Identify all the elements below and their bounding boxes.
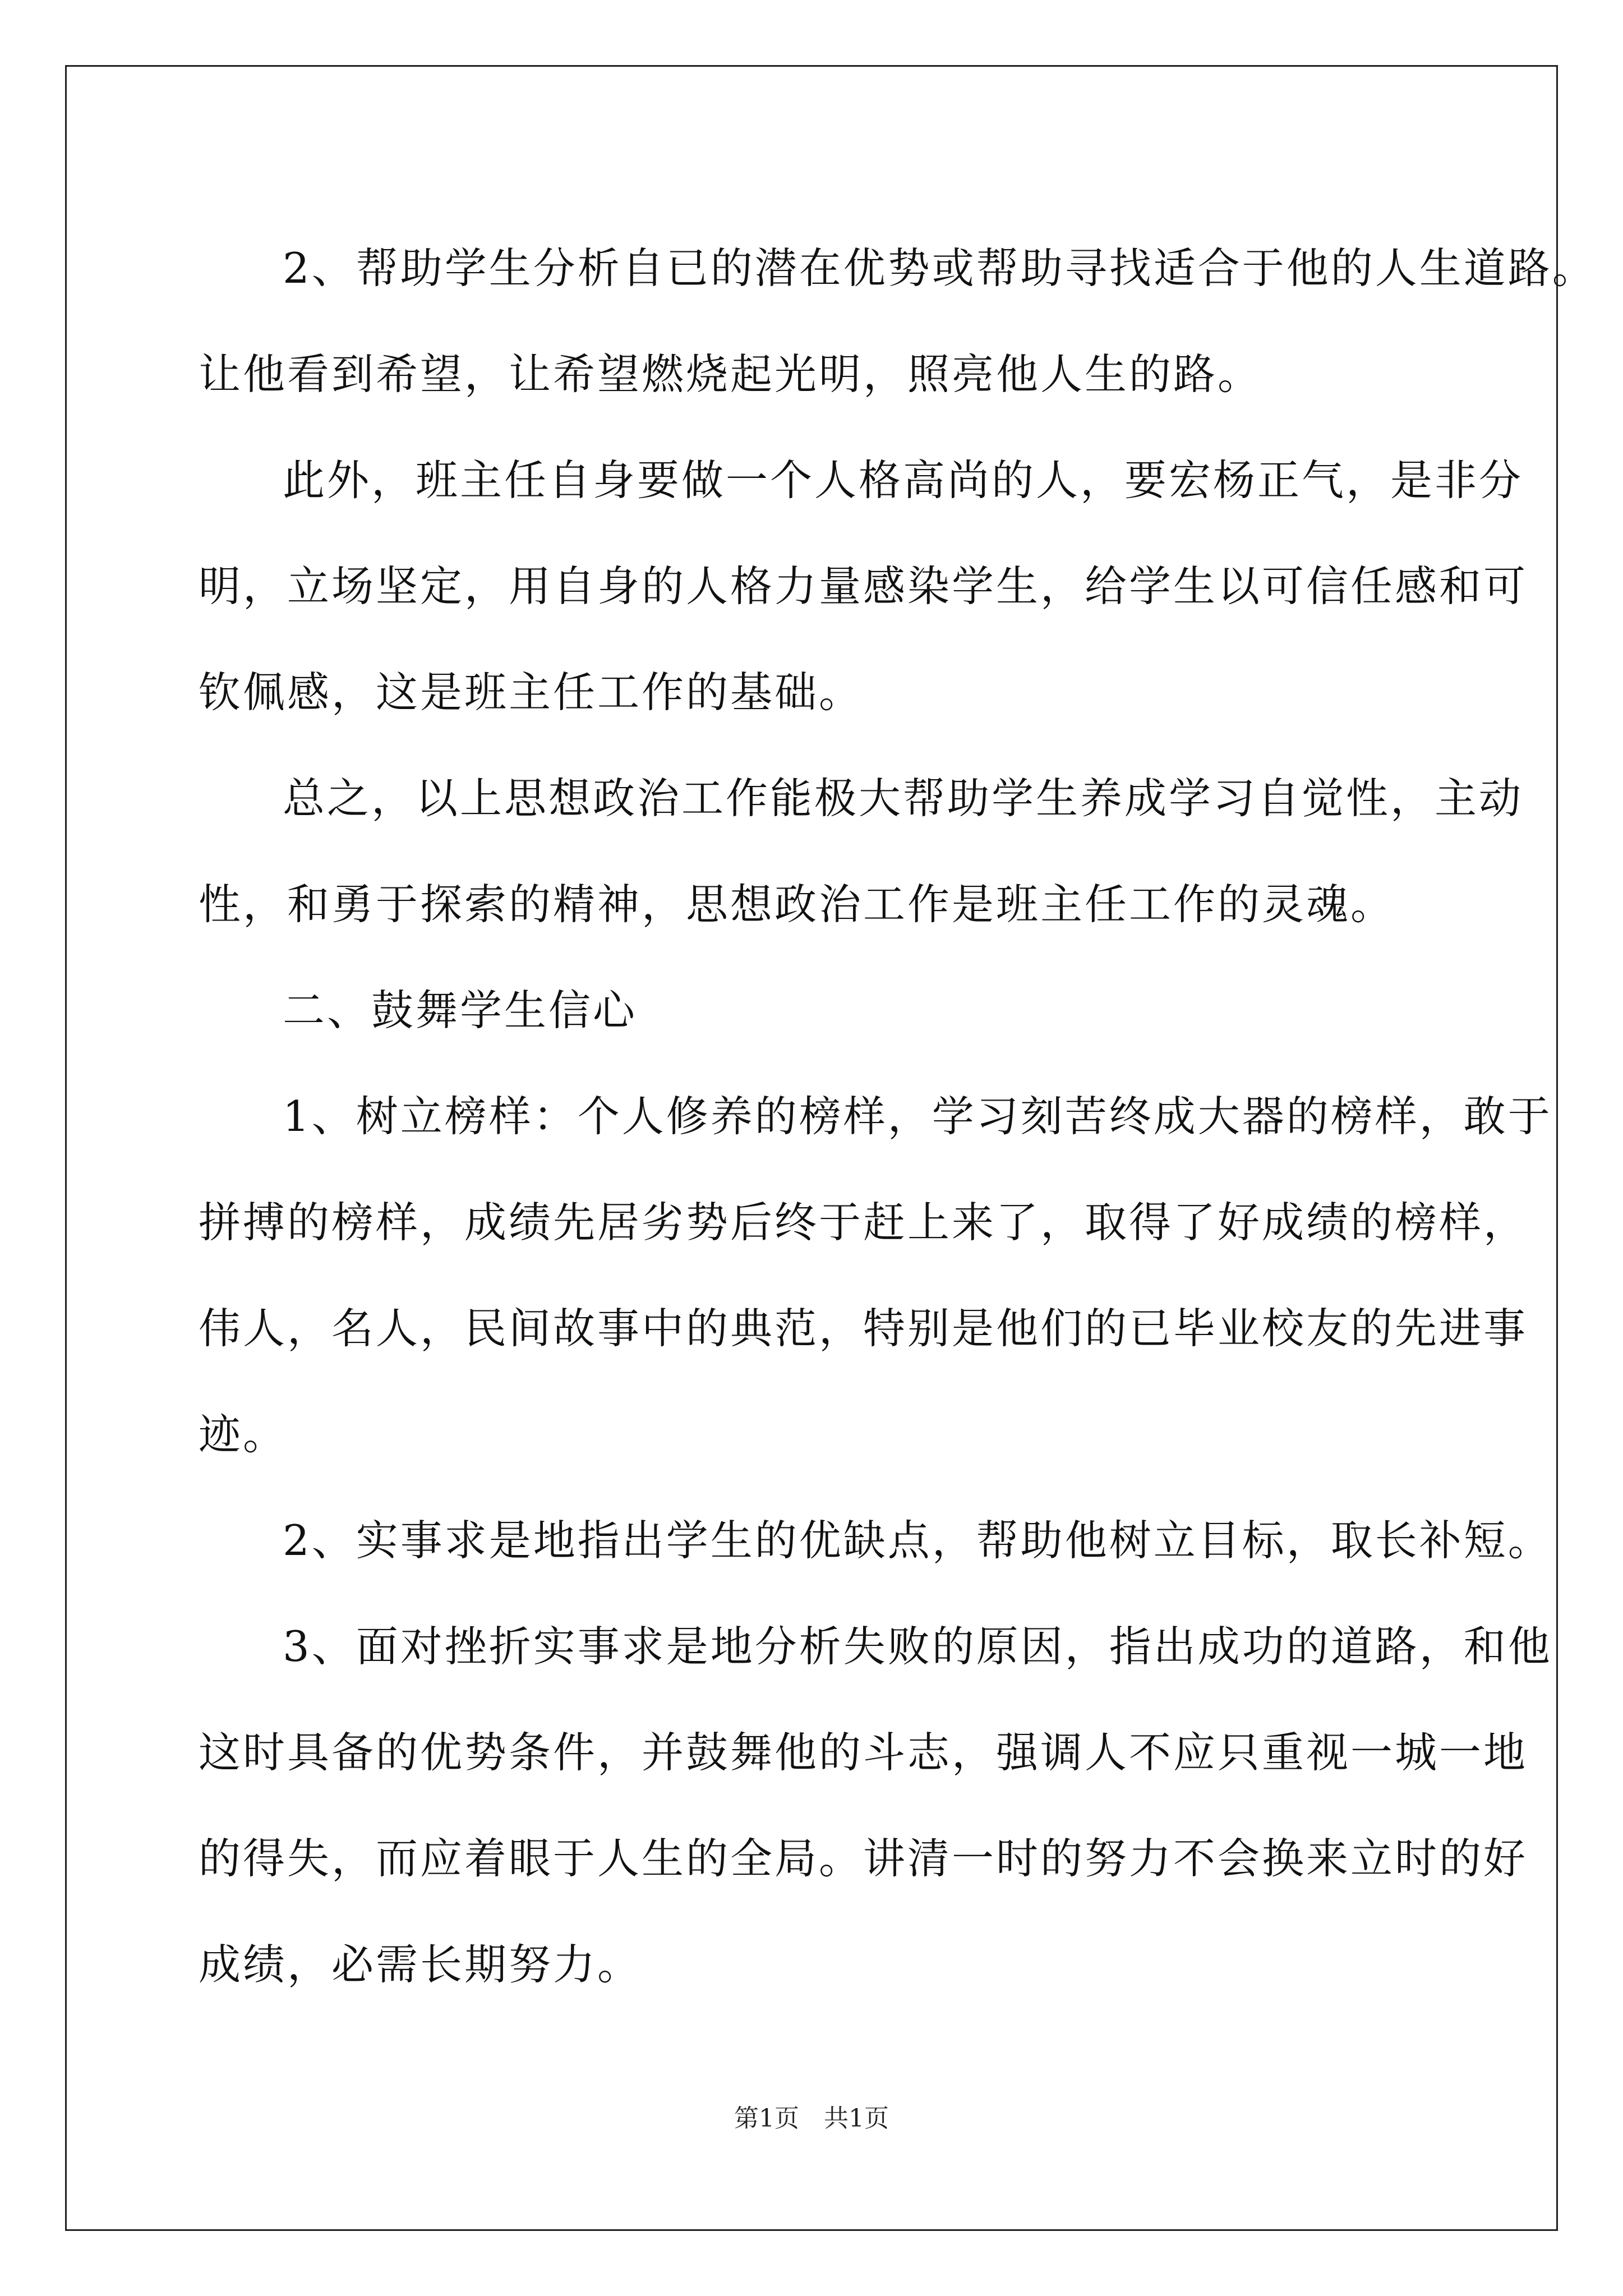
section-heading: 二、鼓舞学生信心 [283, 986, 638, 1035]
text-line: 钦佩感，这是班主任工作的基础。 [199, 668, 864, 717]
text-line: 此外，班主任自身要做一个人格高尚的人，要宏杨正气，是非分 [283, 455, 1524, 505]
text-line: 性，和勇于探索的精神，思想政治工作是班主任工作的灵魂。 [199, 880, 1395, 929]
page-footer: 第1页 共1页 [734, 2104, 889, 2133]
text-line: 3、面对挫折实事求是地分析失败的原因，指出成功的道路，和他 [283, 1622, 1552, 1671]
text-line: 2、实事求是地指出学生的优缺点，帮助他树立目标，取长补短。 [283, 1516, 1552, 1565]
text-line: 成绩，必需长期努力。 [199, 1940, 642, 1989]
text-line: 2、帮助学生分析自已的潜在优势或帮助寻找适合于他的人生道路。 [283, 243, 1597, 293]
document-body [199, 215, 1597, 2018]
text-line: 让他看到希望，让希望燃烧起光明，照亮他人生的路。 [199, 349, 1262, 399]
text-line: 伟人，名人，民间故事中的典范，特别是他们的已毕业校友的先进事 [199, 1304, 1528, 1353]
text-line: 这时具备的优势条件，并鼓舞他的斗志，强调人不应只重视一城一地 [199, 1728, 1528, 1777]
text-line: 拼搏的榜样，成绩先居劣势后终于赶上来了，取得了好成绩的榜样， [199, 1198, 1528, 1247]
text-line: 的得失，而应着眼于人生的全局。讲清一时的努力不会换来立时的好 [199, 1834, 1528, 1883]
text-line: 迹。 [199, 1410, 288, 1459]
text-line: 明，立场坚定，用自身的人格力量感染学生，给学生以可信任感和可 [199, 562, 1528, 611]
text-line: 总之，以上思想政治工作能极大帮助学生养成学习自觉性，主动 [283, 774, 1524, 823]
text-line: 1、树立榜样：个人修养的榜样，学习刻苦终成大器的榜样，敢于 [283, 1092, 1552, 1141]
